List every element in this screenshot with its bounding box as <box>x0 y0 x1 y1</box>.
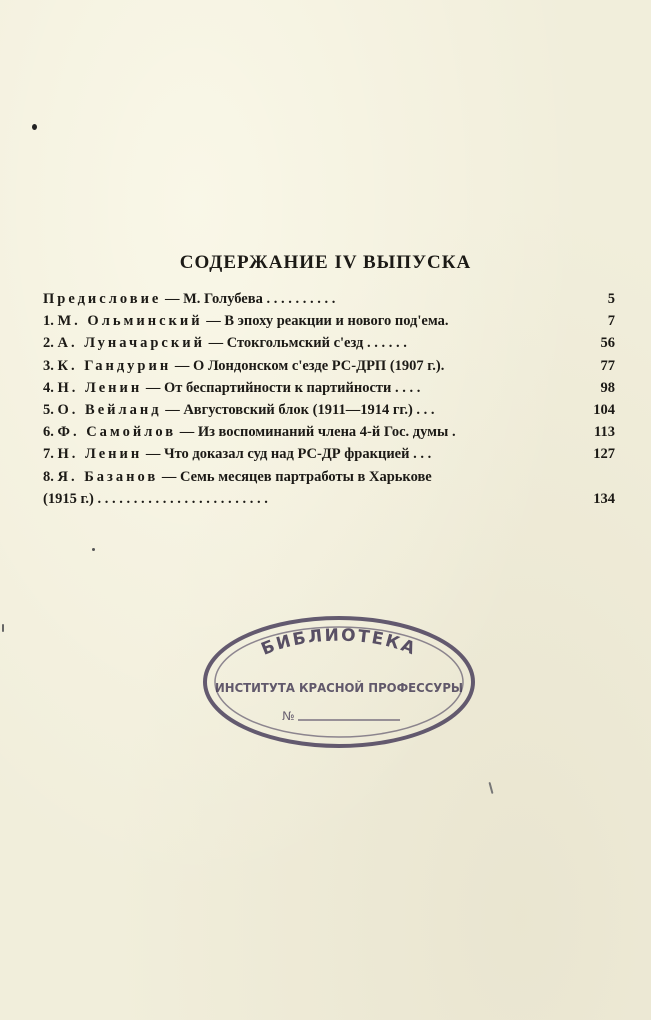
toc-title: — М. Голубева . . . . . . . . . . <box>164 291 336 307</box>
toc-author: Ф. Самойлов <box>57 424 177 441</box>
stamp-number-label: № <box>282 709 295 723</box>
toc-entry <box>43 310 615 332</box>
toc-page-number: 98 <box>600 379 615 396</box>
toc-title: — Стокгольмский с'езд . . . . . . <box>208 335 407 352</box>
toc-number: 5. <box>43 401 54 418</box>
toc-author: О. Вейланд <box>57 401 162 418</box>
stamp-top-text: БИБЛИОТЕКА <box>258 625 420 660</box>
ink-speck <box>488 782 493 794</box>
toc-page-number: 134 <box>593 490 615 507</box>
toc-number: 2. <box>43 335 54 352</box>
toc-author: М. Ольминский <box>57 313 203 330</box>
toc-author: Н. Ленин <box>57 446 143 463</box>
stamp-graphic <box>200 612 478 752</box>
toc-author: Я. Базанов <box>57 468 159 485</box>
toc-page-number: 56 <box>600 335 615 352</box>
toc-author: Н. Ленин <box>57 379 143 396</box>
toc-number: 3. <box>43 357 54 374</box>
toc-entry <box>43 466 615 488</box>
toc-title: — В эпоху реакции и нового под'ема. <box>206 313 449 330</box>
toc-title: (1915 г.) . . . . . . . . . . . . . . . . . . . . . . . . <box>43 490 268 507</box>
toc-entry <box>43 288 615 310</box>
toc-page-number: 104 <box>593 401 615 418</box>
toc-author: Предисловие <box>43 291 162 307</box>
toc-entry-continuation <box>43 488 615 510</box>
ink-speck <box>2 624 4 632</box>
toc-page-number: 127 <box>593 446 615 463</box>
toc-entry <box>43 355 615 377</box>
toc-entry <box>43 421 615 443</box>
toc-title: — От беспартийности к партийности . . . . <box>145 379 421 396</box>
toc-title: — Что доказал суд над РС-ДР фракцией . . . <box>145 446 432 463</box>
toc-author: К. Гандурин <box>57 357 172 374</box>
toc-page-number <box>575 466 615 488</box>
toc-number: 8. <box>43 468 54 485</box>
toc-entry <box>43 332 615 354</box>
library-stamp <box>200 612 478 752</box>
toc-entry <box>43 443 615 465</box>
toc-title: — Из воспоминаний члена 4-й Гос. думы . <box>179 424 456 441</box>
toc-page-number: 77 <box>600 357 615 374</box>
toc-title: — Семь месяцев партработы в Харькове <box>161 468 432 485</box>
page-title: СОДЕРЖАНИЕ IV ВЫПУСКА <box>179 252 472 273</box>
toc-number: 4. <box>43 379 54 396</box>
toc-author: А. Луначарский <box>57 335 205 352</box>
toc-entry <box>43 399 615 421</box>
ink-speck <box>92 548 95 551</box>
table-of-contents <box>43 288 615 510</box>
toc-number: 6. <box>43 424 54 441</box>
toc-page-number: 113 <box>594 424 615 441</box>
ink-speck <box>32 124 37 130</box>
stamp-middle-text: ИНСТИТУТА КРАСНОЙ ПРОФЕССУРЫ <box>215 680 463 695</box>
toc-page-number: 5 <box>607 291 615 307</box>
toc-entry <box>43 377 615 399</box>
toc-number: 1. <box>43 313 54 330</box>
toc-number: 7. <box>43 446 54 463</box>
toc-title: — Августовский блок (1911—1914 гг.) . . . <box>165 401 435 418</box>
toc-title: — О Лондонском с'езде РС-ДРП (1907 г.). <box>174 357 445 374</box>
toc-page-number: 7 <box>607 313 615 330</box>
